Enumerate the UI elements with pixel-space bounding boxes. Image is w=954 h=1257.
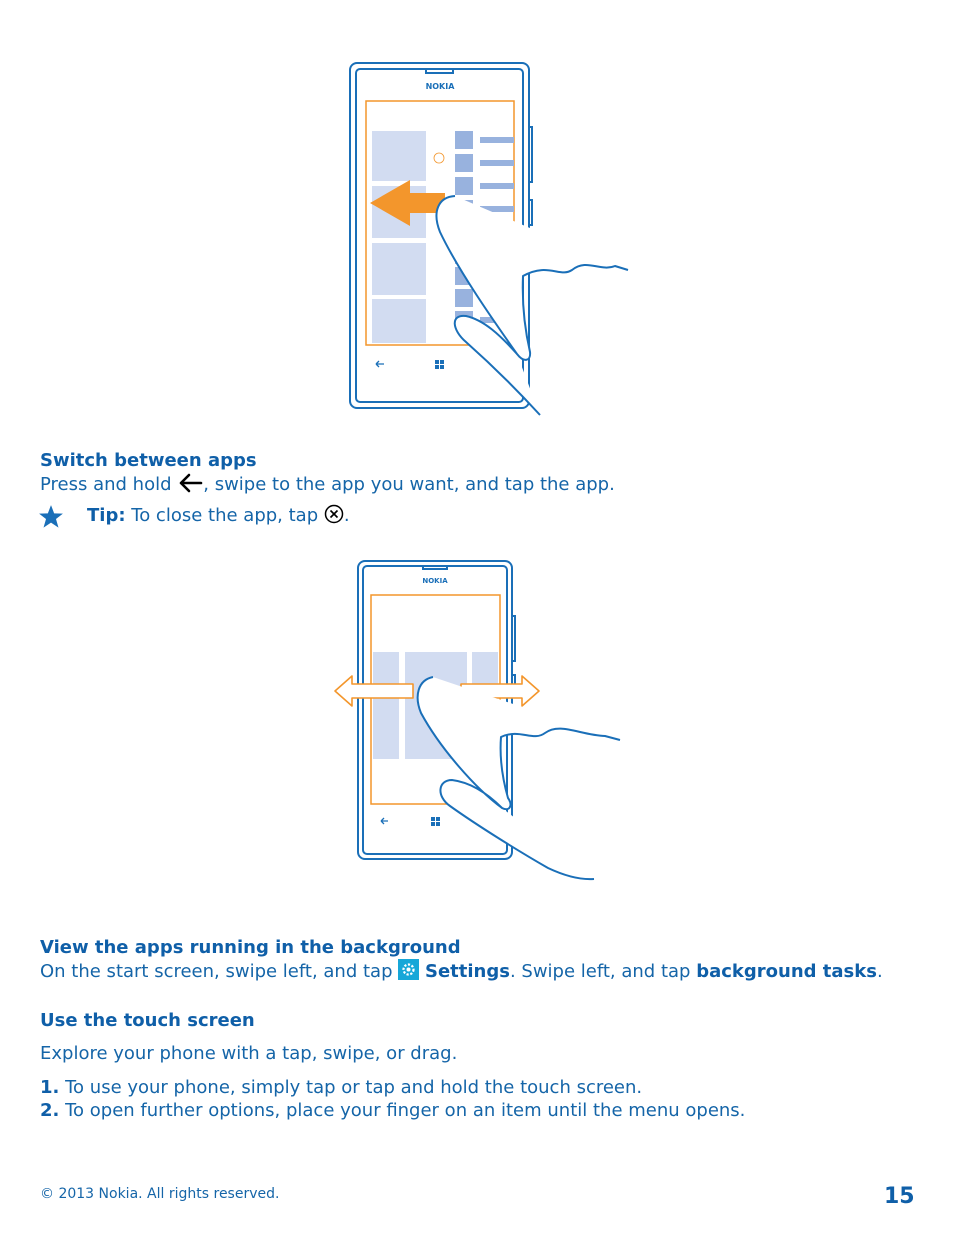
hand-icon (418, 677, 620, 879)
nav-bar (376, 360, 444, 369)
background-apps-text (40, 959, 883, 982)
copyright: © 2013 Nokia. All rights reserved. (40, 1186, 280, 1202)
touch-screen-intro: Explore your phone with a tap, swipe, or drag. (40, 1043, 458, 1064)
windows-key-icon (435, 360, 444, 369)
page-number: 15 (884, 1184, 915, 1209)
store-icon (434, 153, 444, 163)
tip-text-after: . (343, 505, 350, 526)
step-number: 2. (40, 1100, 60, 1121)
step-text: To use your phone, simply tap or tap and hold the touch screen. (65, 1077, 643, 1098)
step-text: To open further options, place your finger on an item until the menu opens. (65, 1100, 746, 1121)
circle-x-icon (324, 504, 344, 524)
tip-text-before: To close the app, tap (131, 505, 319, 526)
brand-logo: NOKIA (425, 82, 455, 91)
illustration-switch-apps (330, 55, 640, 420)
back-key-icon (376, 361, 384, 367)
back-key-icon (381, 818, 388, 824)
tip-label: Tip: (87, 505, 126, 526)
tip-text (87, 504, 350, 526)
switch-text-before: Press and hold (40, 474, 172, 495)
switch-text-after: , swipe to the app you want, and tap the app. (203, 474, 615, 495)
nav-bar (381, 817, 440, 826)
illustration-background-apps (325, 552, 630, 885)
switch-apps-heading: Switch between apps (40, 450, 257, 471)
settings-gear-icon (398, 959, 419, 980)
background-tasks-label: background tasks (696, 961, 877, 982)
back-arrow-icon (177, 473, 203, 493)
step-number: 1. (40, 1077, 60, 1098)
switch-apps-text (40, 473, 615, 495)
brand-logo: NOKIA (422, 577, 448, 585)
touch-screen-heading: Use the touch screen (40, 1010, 255, 1031)
background-text-2: . Swipe left, and tap (509, 961, 691, 982)
settings-label: Settings (424, 961, 510, 982)
tip-star-icon (38, 504, 64, 530)
start-tiles (372, 131, 426, 343)
step-2 (40, 1100, 745, 1121)
windows-key-icon (431, 817, 440, 826)
background-text-1: On the start screen, swipe left, and tap (40, 961, 393, 982)
background-apps-heading: View the apps running in the background (40, 937, 461, 958)
step-1 (40, 1077, 642, 1098)
background-text-3: . (876, 961, 883, 982)
